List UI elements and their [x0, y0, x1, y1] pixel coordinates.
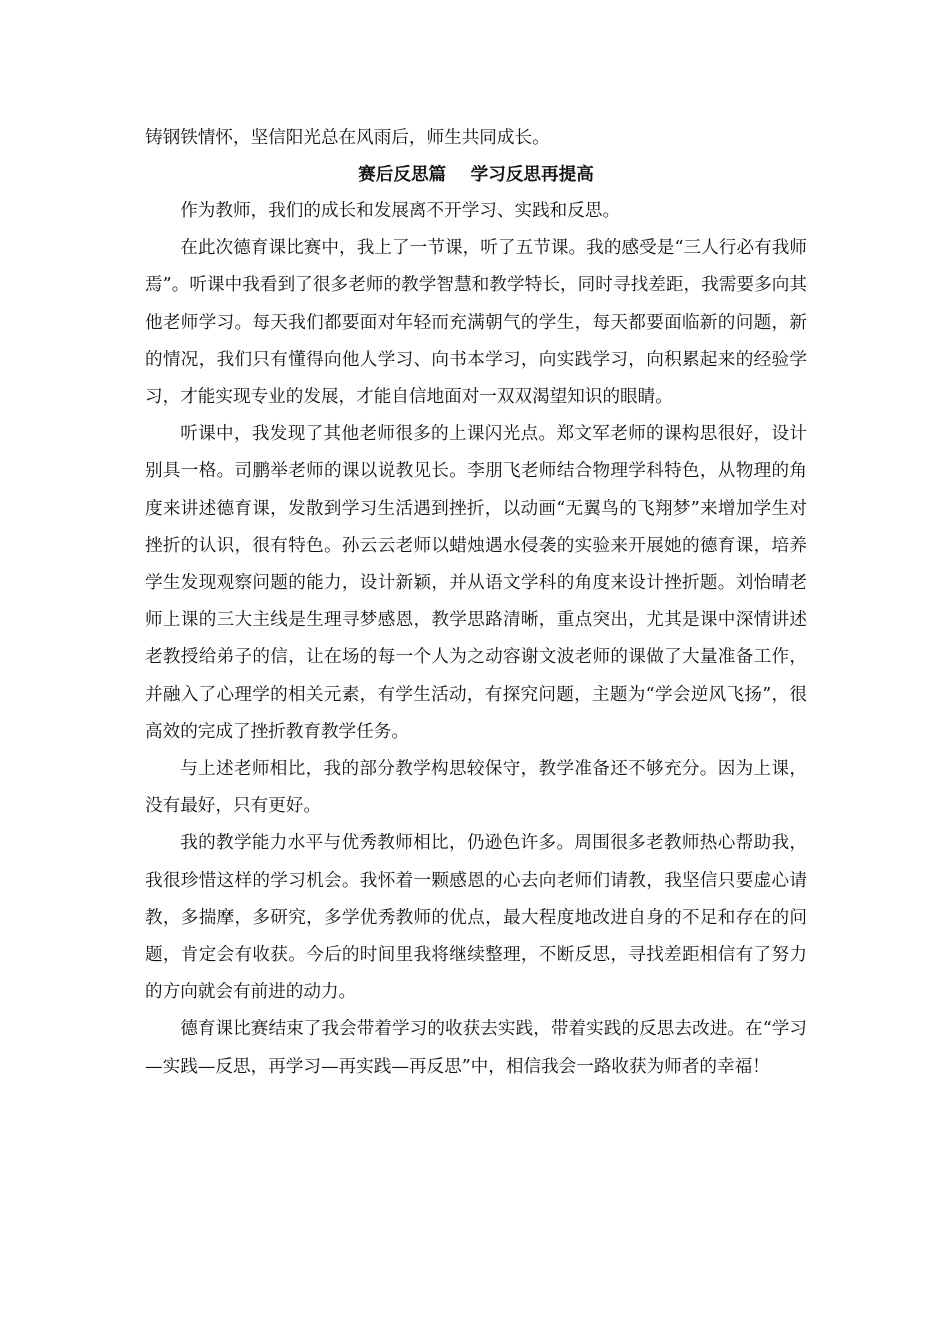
lead-line: 铸钢铁情怀，坚信阳光总在风雨后，师生共同成长。 — [145, 128, 550, 148]
paragraph-5: 我的教学能力水平与优秀教师相比，仍逊色许多。周围很多老教师热心帮助我，我很珍惜这样的学习机会。我怀着一颗感恩的心去向老师们请教，我坚信只要虚心请教，多揣摩，多研究，多学优秀教师的优点，最大程度地改进自身的不足和存在的问题，肯定会有收获。今后的时间里我将继续整理，不断反思，寻找差距相信有了努力的方向就会有前进的动力。 — [145, 833, 807, 1003]
paragraph-6: 德育课比赛结束了我会带着学习的收获去实践，带着实践的反思去改进。在“学习—实践—反思，再学习—再实践—再反思”中，相信我会一路收获为师者的幸福！ — [145, 1019, 807, 1077]
paragraph-1: 作为教师，我们的成长和发展离不开学习、实践和反思。 — [180, 201, 621, 221]
paragraph-2: 在此次德育课比赛中，我上了一节课，听了五节课。我的感受是“三人行必有我师焉”。听课中我看到了很多老师的教学智慧和教学特长，同时寻找差距，我需要多向其他老师学习。每天我们都要面对年轻而充满朝气的学生，每天都要面临新的问题，新的情况，我们只有懂得向他人学习、向书本学习，向实践学习，向积累起来的经验学习，才能实现专业的发展，才能自信地面对一双双渴望知识的眼睛。 — [145, 238, 807, 408]
body-text — [145, 193, 807, 1086]
section-heading: 赛后反思篇 学习反思再提高 — [358, 164, 594, 185]
paragraph-4: 与上述老师相比，我的部分教学构思较保守，教学准备还不够充分。因为上课，没有最好，只有更好。 — [145, 759, 807, 817]
paragraph-3: 听课中，我发现了其他老师很多的上课闪光点。郑文军老师的课构思很好，设计别具一格。司鹏举老师的课以说教见长。李朋飞老师结合物理学科特色，从物理的角度来讲述德育课，发散到学习生活遇到挫折，以动画“无翼鸟的飞翔梦”来增加学生对挫折的认识，很有特色。孙云云老师以蜡烛遇水侵袭的实验来开展她的德育课，培养学生发现观察问题的能力，设计新颖，并从语文学科的角度来设计挫折题。刘怡晴老师上课的三大主线是生理寻梦感恩，教学思路清晰，重点突出，尤其是课中深情讲述老教授给弟子的信，让在场的每一个人为之动容谢文波老师的课做了大量准备工作，并融入了心理学的相关元素，有学生活动，有探究问题，主题为“学会逆风飞扬”，很高效的完成了挫折教育教学任务。 — [145, 424, 807, 742]
